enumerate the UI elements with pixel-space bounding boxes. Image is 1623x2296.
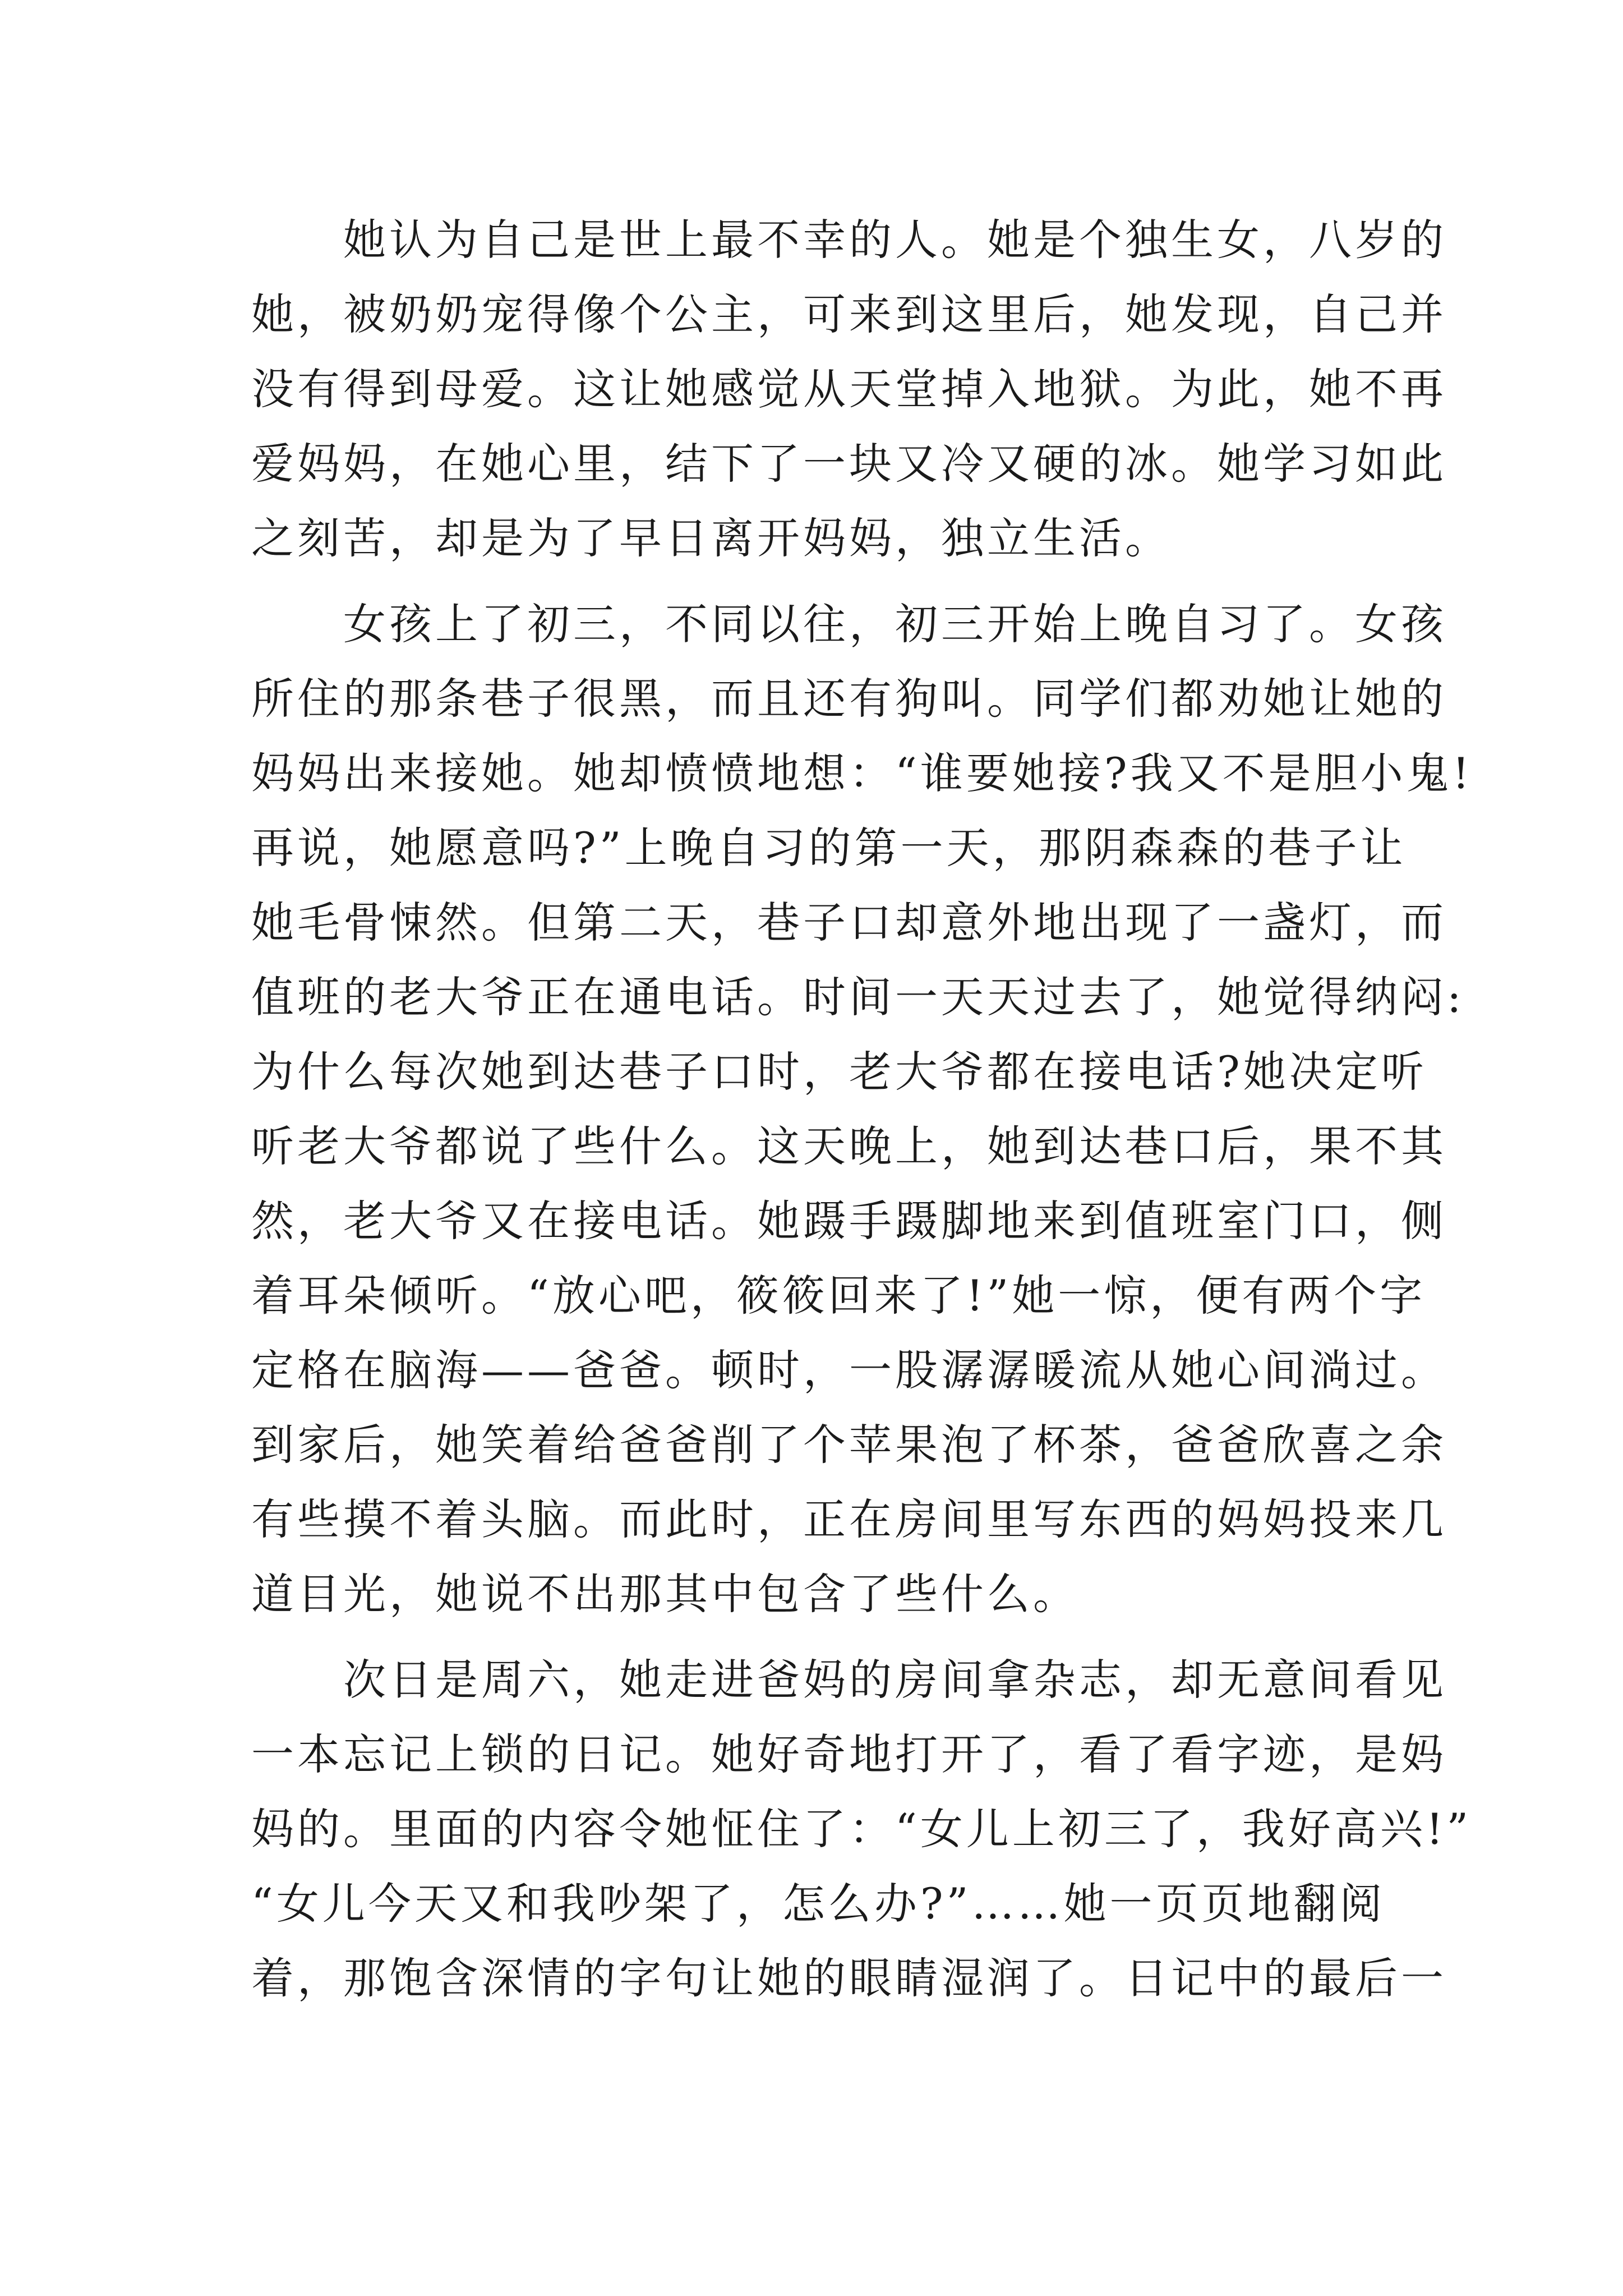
text-line: “女儿今天又和我吵架了，怎么办?”……她一页页地翻阅 bbox=[251, 1879, 1386, 1929]
text-line: 然，老大爷又在接电话。她蹑手蹑脚地来到值班室门口，侧 bbox=[251, 1196, 1447, 1246]
text-line: 女孩上了初三，不同以往，初三开始上晚自习了。女孩 bbox=[251, 599, 1447, 649]
text-line: 值班的老大爷正在通电话。时间一天天过去了，她觉得纳闷: bbox=[251, 972, 1465, 1022]
text-line: 道目光，她说不出那其中包含了些什么。 bbox=[251, 1569, 1079, 1619]
text-line: 没有得到母爱。这让她感觉从天堂掉入地狱。为此，她不再 bbox=[251, 364, 1447, 414]
text-line: 到家后，她笑着给爸爸削了个苹果泡了杯茶，爸爸欣喜之余 bbox=[251, 1420, 1447, 1470]
text-line: 之刻苦，却是为了早日离开妈妈，独立生活。 bbox=[251, 513, 1171, 563]
text-line: 再说，她愿意吗?”上晚自习的第一天，那阴森森的巷子让 bbox=[251, 823, 1407, 873]
text-line: 次日是周六，她走进爸妈的房间拿杂志，却无意间看见 bbox=[251, 1655, 1447, 1705]
text-line: 为什么每次她到达巷子口时，老大爷都在接电话?她决定听 bbox=[251, 1047, 1427, 1097]
text-line: 所住的那条巷子很黑，而且还有狗叫。同学们都劝她让她的 bbox=[251, 674, 1447, 724]
text-line: 妈妈出来接她。她却愤愤地想：“谁要她接?我又不是胆小鬼! bbox=[251, 748, 1473, 798]
text-line: 着，那饱含深情的字句让她的眼睛湿润了。日记中的最后一 bbox=[251, 1953, 1447, 2003]
text-line: 妈的。里面的内容令她怔住了：“女儿上初三了，我好高兴!” bbox=[251, 1804, 1472, 1854]
text-line: 她认为自己是世上最不幸的人。她是个独生女，八岁的 bbox=[251, 215, 1447, 265]
text-line: 一本忘记上锁的日记。她好奇地打开了，看了看字迹，是妈 bbox=[251, 1729, 1447, 1779]
text-line: 定格在脑海——爸爸。顿时，一股潺潺暖流从她心间淌过。 bbox=[251, 1345, 1447, 1395]
text-line: 她，被奶奶宠得像个公主，可来到这里后，她发现，自己并 bbox=[251, 289, 1447, 339]
text-line: 有些摸不着头脑。而此时，正在房间里写东西的妈妈投来几 bbox=[251, 1494, 1447, 1544]
text-line: 听老大爷都说了些什么。这天晚上，她到达巷口后，果不其 bbox=[251, 1121, 1447, 1171]
text-line: 她毛骨悚然。但第二天，巷子口却意外地出现了一盏灯，而 bbox=[251, 898, 1447, 947]
text-line: 着耳朵倾听。“放心吧，筱筱回来了!”她一惊，便有两个字 bbox=[251, 1271, 1426, 1320]
text-line: 爱妈妈，在她心里，结下了一块又冷又硬的冰。她学习如此 bbox=[251, 439, 1447, 489]
